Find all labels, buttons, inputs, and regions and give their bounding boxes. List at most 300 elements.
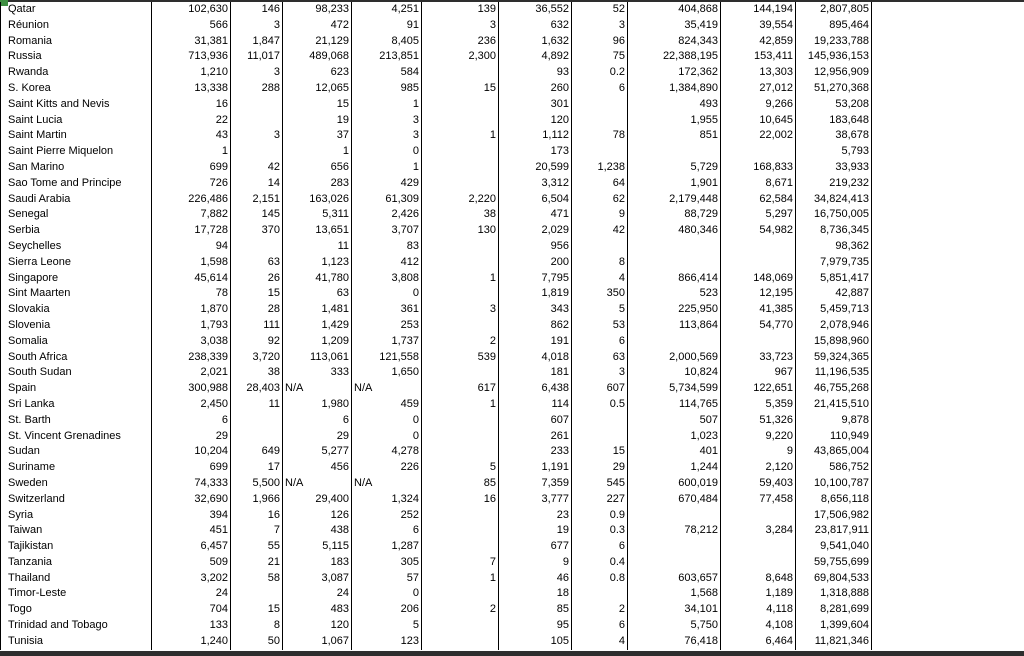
total-cases-cell: 133 — [152, 618, 231, 634]
active-cases-cell: 361 — [352, 302, 422, 318]
total-recovered-cell: 21,129 — [283, 34, 352, 50]
table-row — [1, 350, 1022, 366]
deaths-per-million-cell: 0.9 — [572, 508, 628, 524]
active-cases-cell: 1,650 — [352, 365, 422, 381]
total-cases-cell: 1,793 — [152, 318, 231, 334]
total-tests-cell: 523 — [628, 286, 721, 302]
total-deaths-cell — [231, 413, 283, 429]
total-tests-cell: 866,414 — [628, 271, 721, 287]
country-cell: Switzerland — [1, 492, 152, 508]
tests-per-million-cell: 122,651 — [721, 381, 796, 397]
total-recovered-cell: 163,026 — [283, 192, 352, 208]
active-cases-cell: 206 — [352, 602, 422, 618]
country-cell: Slovenia — [1, 318, 152, 334]
table-row — [1, 555, 1022, 571]
total-recovered-cell: 1,067 — [283, 634, 352, 650]
active-cases-cell: 0 — [352, 286, 422, 302]
active-cases-cell: 3,808 — [352, 271, 422, 287]
population-cell: 17,506,982 — [796, 508, 872, 524]
deaths-per-million-cell: 8 — [572, 255, 628, 271]
total-deaths-cell: 21 — [231, 555, 283, 571]
total-deaths-cell: 11,017 — [231, 49, 283, 65]
cases-per-million-cell: 862 — [499, 318, 572, 334]
serious-critical-cell: 617 — [422, 381, 499, 397]
total-cases-cell: 74,333 — [152, 476, 231, 492]
deaths-per-million-cell: 545 — [572, 476, 628, 492]
country-cell: Taiwan — [1, 523, 152, 539]
deaths-per-million-cell: 62 — [572, 192, 628, 208]
table-row — [1, 271, 1022, 287]
tests-per-million-cell: 27,012 — [721, 81, 796, 97]
table-row — [1, 318, 1022, 334]
total-deaths-cell: 5,500 — [231, 476, 283, 492]
total-deaths-cell: 1,966 — [231, 492, 283, 508]
deaths-per-million-cell — [572, 429, 628, 445]
total-recovered-cell: 29,400 — [283, 492, 352, 508]
total-recovered-cell: 29 — [283, 429, 352, 445]
country-cell: Saint Martin — [1, 128, 152, 144]
population-cell: 183,648 — [796, 113, 872, 129]
country-cell: Sao Tome and Principe — [1, 176, 152, 192]
population-cell: 7,979,735 — [796, 255, 872, 271]
country-cell: Seychelles — [1, 239, 152, 255]
table-row — [1, 255, 1022, 271]
table-row — [1, 97, 1022, 113]
table-row — [1, 334, 1022, 350]
total-cases-cell: 45,614 — [152, 271, 231, 287]
tests-per-million-cell: 8,648 — [721, 571, 796, 587]
tests-per-million-cell: 10,645 — [721, 113, 796, 129]
serious-critical-cell: 1 — [422, 397, 499, 413]
active-cases-cell: 3 — [352, 128, 422, 144]
serious-critical-cell — [422, 586, 499, 602]
population-cell: 5,793 — [796, 144, 872, 160]
cases-per-million-cell: 607 — [499, 413, 572, 429]
country-cell: Tajikistan — [1, 539, 152, 555]
table-row — [1, 302, 1022, 318]
total-recovered-cell: 41,780 — [283, 271, 352, 287]
cases-per-million-cell: 191 — [499, 334, 572, 350]
serious-critical-cell — [422, 413, 499, 429]
total-tests-cell: 113,864 — [628, 318, 721, 334]
deaths-per-million-cell — [572, 97, 628, 113]
total-tests-cell: 10,824 — [628, 365, 721, 381]
country-cell: South Africa — [1, 350, 152, 366]
deaths-per-million-cell — [572, 586, 628, 602]
total-tests-cell: 78,212 — [628, 523, 721, 539]
total-cases-cell: 394 — [152, 508, 231, 524]
population-cell: 9,541,040 — [796, 539, 872, 555]
total-tests-cell: 1,901 — [628, 176, 721, 192]
serious-critical-cell: 1 — [422, 128, 499, 144]
table-row — [1, 128, 1022, 144]
serious-critical-cell — [422, 286, 499, 302]
total-deaths-cell — [231, 239, 283, 255]
active-cases-cell: 6 — [352, 523, 422, 539]
deaths-per-million-cell: 52 — [572, 2, 628, 18]
total-recovered-cell: 6 — [283, 413, 352, 429]
active-cases-cell: 459 — [352, 397, 422, 413]
population-cell: 46,755,268 — [796, 381, 872, 397]
table-row — [1, 18, 1022, 34]
total-recovered-cell: 3,087 — [283, 571, 352, 587]
total-tests-cell: 22,388,195 — [628, 49, 721, 65]
tests-per-million-cell — [721, 255, 796, 271]
country-cell: Serbia — [1, 223, 152, 239]
active-cases-cell: 429 — [352, 176, 422, 192]
serious-critical-cell — [422, 618, 499, 634]
active-cases-cell: 0 — [352, 586, 422, 602]
table-row — [1, 34, 1022, 50]
serious-critical-cell: 539 — [422, 350, 499, 366]
country-cell: Slovakia — [1, 302, 152, 318]
total-tests-cell — [628, 239, 721, 255]
total-recovered-cell: 1,209 — [283, 334, 352, 350]
deaths-per-million-cell: 42 — [572, 223, 628, 239]
total-tests-cell: 670,484 — [628, 492, 721, 508]
cases-per-million-cell: 471 — [499, 207, 572, 223]
country-cell: Russia — [1, 49, 152, 65]
country-cell: Suriname — [1, 460, 152, 476]
active-cases-cell: 123 — [352, 634, 422, 650]
serious-critical-cell: 85 — [422, 476, 499, 492]
total-cases-cell: 2,021 — [152, 365, 231, 381]
total-deaths-cell: 370 — [231, 223, 283, 239]
table-row — [1, 2, 1022, 18]
total-deaths-cell: 145 — [231, 207, 283, 223]
active-cases-cell: 57 — [352, 571, 422, 587]
total-tests-cell — [628, 539, 721, 555]
total-tests-cell: 88,729 — [628, 207, 721, 223]
serious-critical-cell — [422, 429, 499, 445]
cases-per-million-cell: 36,552 — [499, 2, 572, 18]
total-deaths-cell: 2,151 — [231, 192, 283, 208]
tests-per-million-cell: 168,833 — [721, 160, 796, 176]
serious-critical-cell: 3 — [422, 18, 499, 34]
total-recovered-cell: 1 — [283, 144, 352, 160]
total-cases-cell: 566 — [152, 18, 231, 34]
total-recovered-cell: 438 — [283, 523, 352, 539]
serious-critical-cell: 2,300 — [422, 49, 499, 65]
table-row — [1, 429, 1022, 445]
total-deaths-cell: 15 — [231, 286, 283, 302]
tests-per-million-cell: 153,411 — [721, 49, 796, 65]
serious-critical-cell — [422, 160, 499, 176]
table-row — [1, 523, 1022, 539]
cases-per-million-cell: 23 — [499, 508, 572, 524]
cases-per-million-cell: 4,018 — [499, 350, 572, 366]
table-row — [1, 65, 1022, 81]
country-cell: Tunisia — [1, 634, 152, 650]
deaths-per-million-cell: 4 — [572, 634, 628, 650]
total-cases-cell: 17,728 — [152, 223, 231, 239]
serious-critical-cell — [422, 365, 499, 381]
country-cell: Sudan — [1, 444, 152, 460]
total-cases-cell: 3,038 — [152, 334, 231, 350]
tests-per-million-cell: 9,220 — [721, 429, 796, 445]
deaths-per-million-cell: 6 — [572, 618, 628, 634]
table-row — [1, 239, 1022, 255]
total-deaths-cell: 3 — [231, 18, 283, 34]
active-cases-cell: 985 — [352, 81, 422, 97]
total-tests-cell — [628, 555, 721, 571]
total-deaths-cell: 3 — [231, 128, 283, 144]
country-cell: Saint Pierre Miquelon — [1, 144, 152, 160]
total-tests-cell: 5,734,599 — [628, 381, 721, 397]
total-tests-cell — [628, 255, 721, 271]
deaths-per-million-cell: 53 — [572, 318, 628, 334]
active-cases-cell: 4,251 — [352, 2, 422, 18]
cases-per-million-cell: 200 — [499, 255, 572, 271]
deaths-per-million-cell: 78 — [572, 128, 628, 144]
total-recovered-cell: 37 — [283, 128, 352, 144]
total-tests-cell: 114,765 — [628, 397, 721, 413]
total-tests-cell: 1,244 — [628, 460, 721, 476]
table-row — [1, 49, 1022, 65]
total-cases-cell: 29 — [152, 429, 231, 445]
cases-per-million-cell: 7,359 — [499, 476, 572, 492]
country-cell: S. Korea — [1, 81, 152, 97]
total-deaths-cell: 8 — [231, 618, 283, 634]
active-cases-cell: 412 — [352, 255, 422, 271]
serious-critical-cell — [422, 65, 499, 81]
population-cell: 8,656,118 — [796, 492, 872, 508]
deaths-per-million-cell: 227 — [572, 492, 628, 508]
country-cell: Rwanda — [1, 65, 152, 81]
total-deaths-cell: 17 — [231, 460, 283, 476]
serious-critical-cell: 5 — [422, 460, 499, 476]
country-cell: Singapore — [1, 271, 152, 287]
total-cases-cell: 699 — [152, 460, 231, 476]
total-cases-cell: 16 — [152, 97, 231, 113]
total-deaths-cell: 3,720 — [231, 350, 283, 366]
cases-per-million-cell: 173 — [499, 144, 572, 160]
population-cell: 69,804,533 — [796, 571, 872, 587]
total-tests-cell: 35,419 — [628, 18, 721, 34]
tests-per-million-cell: 51,326 — [721, 413, 796, 429]
cases-per-million-cell: 18 — [499, 586, 572, 602]
country-cell: Timor-Leste — [1, 586, 152, 602]
total-tests-cell: 1,568 — [628, 586, 721, 602]
tests-per-million-cell: 967 — [721, 365, 796, 381]
tests-per-million-cell: 54,982 — [721, 223, 796, 239]
country-cell: South Sudan — [1, 365, 152, 381]
cases-per-million-cell: 9 — [499, 555, 572, 571]
tests-per-million-cell: 148,069 — [721, 271, 796, 287]
cases-per-million-cell: 120 — [499, 113, 572, 129]
population-cell: 19,233,788 — [796, 34, 872, 50]
total-recovered-cell: 472 — [283, 18, 352, 34]
population-cell: 53,208 — [796, 97, 872, 113]
table-row — [1, 508, 1022, 524]
active-cases-cell: 0 — [352, 429, 422, 445]
total-deaths-cell: 1,847 — [231, 34, 283, 50]
total-deaths-cell — [231, 113, 283, 129]
country-cell: Saint Kitts and Nevis — [1, 97, 152, 113]
population-cell: 5,459,713 — [796, 302, 872, 318]
total-tests-cell: 401 — [628, 444, 721, 460]
deaths-per-million-cell: 75 — [572, 49, 628, 65]
table-row — [1, 365, 1022, 381]
country-cell: Sri Lanka — [1, 397, 152, 413]
population-cell: 11,821,346 — [796, 634, 872, 650]
deaths-per-million-cell: 6 — [572, 539, 628, 555]
table-row — [1, 160, 1022, 176]
total-tests-cell: 2,000,569 — [628, 350, 721, 366]
total-recovered-cell: 12,065 — [283, 81, 352, 97]
total-cases-cell: 1,598 — [152, 255, 231, 271]
serious-critical-cell — [422, 113, 499, 129]
population-cell: 98,362 — [796, 239, 872, 255]
tests-per-million-cell: 54,770 — [721, 318, 796, 334]
active-cases-cell: 0 — [352, 144, 422, 160]
population-cell: 59,755,699 — [796, 555, 872, 571]
total-cases-cell: 3,202 — [152, 571, 231, 587]
deaths-per-million-cell — [572, 413, 628, 429]
total-cases-cell: 24 — [152, 586, 231, 602]
deaths-per-million-cell: 0.3 — [572, 523, 628, 539]
active-cases-cell: 226 — [352, 460, 422, 476]
country-cell: Senegal — [1, 207, 152, 223]
country-cell: Togo — [1, 602, 152, 618]
active-cases-cell: 3 — [352, 113, 422, 129]
total-tests-cell: 851 — [628, 128, 721, 144]
total-cases-cell: 726 — [152, 176, 231, 192]
tests-per-million-cell: 77,458 — [721, 492, 796, 508]
total-deaths-cell: 288 — [231, 81, 283, 97]
cases-per-million-cell: 343 — [499, 302, 572, 318]
cases-per-million-cell: 85 — [499, 602, 572, 618]
tests-per-million-cell: 22,002 — [721, 128, 796, 144]
table-row — [1, 207, 1022, 223]
country-cell: Tanzania — [1, 555, 152, 571]
active-cases-cell: 121,558 — [352, 350, 422, 366]
total-cases-cell: 1,870 — [152, 302, 231, 318]
tests-per-million-cell: 5,359 — [721, 397, 796, 413]
serious-critical-cell — [422, 508, 499, 524]
country-cell: Thailand — [1, 571, 152, 587]
total-deaths-cell: 58 — [231, 571, 283, 587]
population-cell: 11,196,535 — [796, 365, 872, 381]
total-cases-cell: 6 — [152, 413, 231, 429]
population-cell: 5,851,417 — [796, 271, 872, 287]
cases-per-million-cell: 261 — [499, 429, 572, 445]
serious-critical-cell: 15 — [422, 81, 499, 97]
tests-per-million-cell — [721, 555, 796, 571]
serious-critical-cell: 236 — [422, 34, 499, 50]
total-deaths-cell: 111 — [231, 318, 283, 334]
total-recovered-cell: 489,068 — [283, 49, 352, 65]
population-cell: 43,865,004 — [796, 444, 872, 460]
country-cell: Trinidad and Tobago — [1, 618, 152, 634]
total-deaths-cell: 649 — [231, 444, 283, 460]
cases-per-million-cell: 46 — [499, 571, 572, 587]
active-cases-cell: 83 — [352, 239, 422, 255]
total-deaths-cell — [231, 429, 283, 445]
total-cases-cell: 43 — [152, 128, 231, 144]
table-row — [1, 144, 1022, 160]
active-cases-cell: 1,287 — [352, 539, 422, 555]
bottom-border — [0, 651, 1024, 656]
total-tests-cell: 172,362 — [628, 65, 721, 81]
active-cases-cell: 584 — [352, 65, 422, 81]
tests-per-million-cell — [721, 239, 796, 255]
serious-critical-cell: 3 — [422, 302, 499, 318]
total-deaths-cell: 3 — [231, 65, 283, 81]
table-row — [1, 81, 1022, 97]
total-tests-cell: 603,657 — [628, 571, 721, 587]
tests-per-million-cell: 33,723 — [721, 350, 796, 366]
total-tests-cell — [628, 508, 721, 524]
population-cell: 586,752 — [796, 460, 872, 476]
deaths-per-million-cell: 0.2 — [572, 65, 628, 81]
deaths-per-million-cell: 3 — [572, 18, 628, 34]
total-cases-cell: 94 — [152, 239, 231, 255]
tests-per-million-cell: 39,554 — [721, 18, 796, 34]
population-cell: 8,736,345 — [796, 223, 872, 239]
deaths-per-million-cell: 96 — [572, 34, 628, 50]
total-cases-cell: 32,690 — [152, 492, 231, 508]
total-recovered-cell: 63 — [283, 286, 352, 302]
population-cell: 51,270,368 — [796, 81, 872, 97]
serious-critical-cell: 38 — [422, 207, 499, 223]
country-cell: Sweden — [1, 476, 152, 492]
deaths-per-million-cell: 15 — [572, 444, 628, 460]
total-deaths-cell — [231, 586, 283, 602]
serious-critical-cell: 2 — [422, 602, 499, 618]
deaths-per-million-cell: 607 — [572, 381, 628, 397]
total-cases-cell: 699 — [152, 160, 231, 176]
cases-per-million-cell: 95 — [499, 618, 572, 634]
table-row — [1, 492, 1022, 508]
total-cases-cell: 2,450 — [152, 397, 231, 413]
total-deaths-cell: 28 — [231, 302, 283, 318]
active-cases-cell: 0 — [352, 413, 422, 429]
serious-critical-cell — [422, 97, 499, 113]
total-tests-cell: 600,019 — [628, 476, 721, 492]
country-cell: St. Barth — [1, 413, 152, 429]
deaths-per-million-cell: 63 — [572, 350, 628, 366]
tests-per-million-cell: 62,584 — [721, 192, 796, 208]
population-cell: 10,100,787 — [796, 476, 872, 492]
cases-per-million-cell: 3,777 — [499, 492, 572, 508]
table-row — [1, 413, 1022, 429]
country-cell: St. Vincent Grenadines — [1, 429, 152, 445]
cases-per-million-cell: 114 — [499, 397, 572, 413]
deaths-per-million-cell: 0.4 — [572, 555, 628, 571]
cases-per-million-cell: 677 — [499, 539, 572, 555]
total-recovered-cell: 19 — [283, 113, 352, 129]
population-cell: 15,898,960 — [796, 334, 872, 350]
total-cases-cell: 300,988 — [152, 381, 231, 397]
total-cases-cell: 31,381 — [152, 34, 231, 50]
total-recovered-cell: 5,277 — [283, 444, 352, 460]
total-deaths-cell: 16 — [231, 508, 283, 524]
active-cases-cell: 213,851 — [352, 49, 422, 65]
total-recovered-cell: 24 — [283, 586, 352, 602]
population-cell: 145,936,153 — [796, 49, 872, 65]
cases-per-million-cell: 233 — [499, 444, 572, 460]
country-stats-table — [0, 2, 1022, 650]
tests-per-million-cell: 2,120 — [721, 460, 796, 476]
total-tests-cell: 404,868 — [628, 2, 721, 18]
active-cases-cell: 253 — [352, 318, 422, 334]
cases-per-million-cell: 6,438 — [499, 381, 572, 397]
total-tests-cell: 225,950 — [628, 302, 721, 318]
deaths-per-million-cell: 1,238 — [572, 160, 628, 176]
active-cases-cell: 252 — [352, 508, 422, 524]
country-cell: Sint Maarten — [1, 286, 152, 302]
